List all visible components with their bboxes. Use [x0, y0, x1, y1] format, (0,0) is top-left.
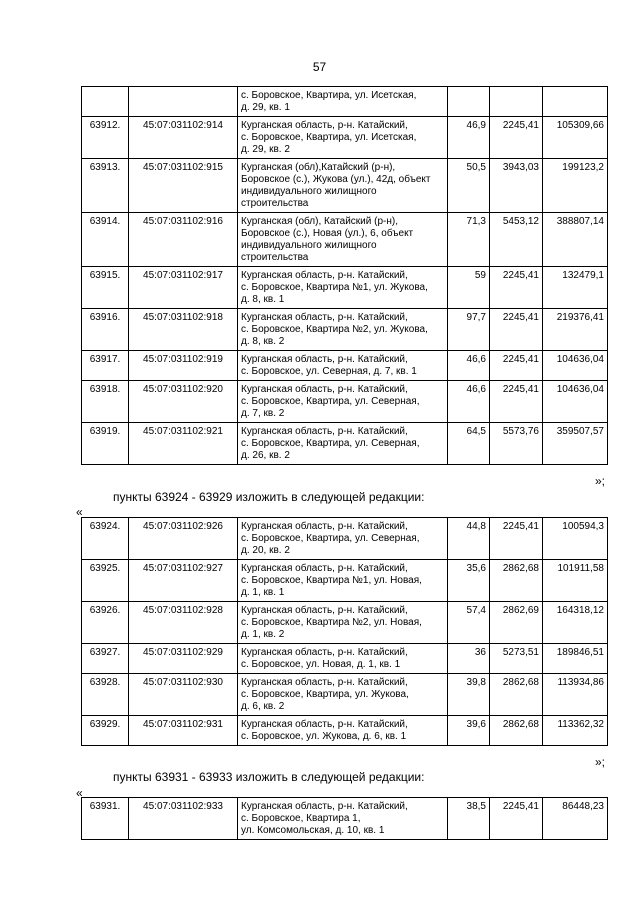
address-line: Курганская область, р-н. Катайский, [241, 426, 408, 437]
rate-cell: 2245,41 [490, 381, 543, 423]
address-line: д. 7, кв. 2 [241, 408, 285, 419]
opening-quote: « [76, 786, 83, 800]
address-cell [238, 381, 448, 423]
area-cell: 46,9 [448, 117, 490, 159]
item-number-cell: 63919. [82, 423, 129, 465]
table-row [82, 309, 608, 351]
rate-cell: 2862,68 [490, 560, 543, 602]
cadastral-number-cell: 45:07:031102:931 [129, 716, 238, 746]
cadastral-value-cell: 104636,04 [543, 351, 608, 381]
address-line: с. Боровское, Квартира 1, [241, 813, 361, 824]
rate-cell: 2245,41 [490, 267, 543, 309]
cadastral-value-cell: 388807,14 [543, 213, 608, 267]
address-line: с. Боровское, ул. Северная, д. 7, кв. 1 [241, 366, 417, 377]
area-cell: 50,5 [448, 159, 490, 213]
item-number-cell: 63914. [82, 213, 129, 267]
area-cell: 39,8 [448, 674, 490, 716]
cadastral-number-cell: 45:07:031102:926 [129, 518, 238, 560]
address-cell [238, 87, 448, 117]
address-cell [238, 560, 448, 602]
address-line: Курганская область, р-н. Катайский, [241, 719, 408, 730]
address-line: д. 20, кв. 2 [241, 545, 290, 556]
address-cell [238, 117, 448, 159]
item-number-cell: 63925. [82, 560, 129, 602]
address-cell [238, 351, 448, 381]
cadastral-number-cell: 45:07:031102:927 [129, 560, 238, 602]
item-number-cell: 63913. [82, 159, 129, 213]
item-number-cell: 63926. [82, 602, 129, 644]
address-line: Курганская область, р-н. Катайский, [241, 563, 408, 574]
registry-table-1 [81, 86, 608, 465]
cadastral-value-cell: 219376,41 [543, 309, 608, 351]
address-line: Курганская область, р-н. Катайский, [241, 312, 408, 323]
item-number-cell: 63915. [82, 267, 129, 309]
table-row [82, 798, 608, 840]
address-line: строительства [241, 252, 309, 263]
area-cell [448, 87, 490, 117]
item-number-cell: 63912. [82, 117, 129, 159]
cadastral-number-cell: 45:07:031102:915 [129, 159, 238, 213]
address-cell [238, 674, 448, 716]
rate-cell: 2862,69 [490, 602, 543, 644]
address-line: Курганская область, р-н. Катайский, [241, 647, 408, 658]
address-cell [238, 602, 448, 644]
address-line: Боровское (с.), Жукова (ул.), 42д, объект [241, 174, 431, 185]
cadastral-number-cell: 45:07:031102:917 [129, 267, 238, 309]
address-line: Курганская область, р-н. Катайский, [241, 384, 408, 395]
opening-quote: « [76, 505, 83, 519]
address-line: с. Боровское, ул. Новая, д. 1, кв. 1 [241, 659, 401, 670]
cadastral-value-cell: 189846,51 [543, 644, 608, 674]
address-line: с. Боровское, Квартира №2, ул. Новая, [241, 617, 422, 628]
rate-cell [490, 87, 543, 117]
cadastral-value-cell: 132479,1 [543, 267, 608, 309]
address-line: с. Боровское, Квартира, ул. Исетская, [241, 90, 417, 101]
address-cell [238, 518, 448, 560]
page-number: 57 [312, 60, 327, 74]
table-row [82, 644, 608, 674]
rate-cell: 2862,68 [490, 674, 543, 716]
cadastral-value-cell: 359507,57 [543, 423, 608, 465]
address-line: Курганская область, р-н. Катайский, [241, 605, 408, 616]
cadastral-value-cell: 100594,3 [543, 518, 608, 560]
table-row [82, 159, 608, 213]
item-number-cell [82, 87, 129, 117]
address-cell [238, 423, 448, 465]
address-line: с. Боровское, Квартира, ул. Северная, [241, 396, 420, 407]
address-line: Курганская область, р-н. Катайский, [241, 354, 408, 365]
address-line: Курганская область, р-н. Катайский, [241, 270, 408, 281]
address-line: д. 8, кв. 1 [241, 294, 285, 305]
cadastral-value-cell: 104636,04 [543, 381, 608, 423]
address-line: индивидуального жилищного [241, 186, 377, 197]
table-row [82, 351, 608, 381]
address-line: д. 8, кв. 2 [241, 336, 285, 347]
address-line: д. 29, кв. 1 [241, 102, 290, 113]
cadastral-number-cell [129, 87, 238, 117]
cadastral-value-cell: 199123,2 [543, 159, 608, 213]
item-number-cell: 63916. [82, 309, 129, 351]
item-number-cell: 63917. [82, 351, 129, 381]
address-line: с. Боровское, Квартира №1, ул. Жукова, [241, 282, 428, 293]
cadastral-number-cell: 45:07:031102:920 [129, 381, 238, 423]
cadastral-value-cell: 105309,66 [543, 117, 608, 159]
cadastral-number-cell: 45:07:031102:919 [129, 351, 238, 381]
address-line: с. Боровское, Квартира, ул. Жукова, [241, 689, 409, 700]
area-cell: 35,6 [448, 560, 490, 602]
rate-cell: 5453,12 [490, 213, 543, 267]
address-line: индивидуального жилищного [241, 240, 377, 251]
registry-table-3 [81, 797, 608, 840]
cadastral-number-cell: 45:07:031102:916 [129, 213, 238, 267]
area-cell: 64,5 [448, 423, 490, 465]
rate-cell: 2245,41 [490, 518, 543, 560]
address-line: строительства [241, 198, 309, 209]
cadastral-number-cell: 45:07:031102:930 [129, 674, 238, 716]
item-number-cell: 63929. [82, 716, 129, 746]
table-row [82, 716, 608, 746]
cadastral-value-cell [543, 87, 608, 117]
area-cell: 71,3 [448, 213, 490, 267]
table-row [82, 213, 608, 267]
address-line: д. 6, кв. 2 [241, 701, 285, 712]
address-line: Курганская область, р-н. Катайский, [241, 677, 408, 688]
address-line: с. Боровское, Квартира №1, ул. Новая, [241, 575, 422, 586]
address-line: Боровское (с.), Новая (ул.), 6, объект [241, 228, 414, 239]
address-line: д. 26, кв. 2 [241, 450, 290, 461]
address-line: Курганская (обл),Катайский (р-н), [241, 162, 396, 173]
address-line: д. 29, кв. 2 [241, 144, 290, 155]
address-line: с. Боровское, Квартира №2, ул. Жукова, [241, 324, 428, 335]
address-line: д. 1, кв. 2 [241, 629, 285, 640]
cadastral-value-cell: 164318,12 [543, 602, 608, 644]
cadastral-value-cell: 86448,23 [543, 798, 608, 840]
cadastral-value-cell: 113362,32 [543, 716, 608, 746]
rate-cell: 5273,51 [490, 644, 543, 674]
closing-quote: »; [595, 755, 606, 769]
address-line: с. Боровское, Квартира, ул. Исетская, [241, 132, 417, 143]
rate-cell: 2245,41 [490, 309, 543, 351]
address-line: д. 1, кв. 1 [241, 587, 285, 598]
table-row [82, 674, 608, 716]
address-line: с. Боровское, ул. Жукова, д. 6, кв. 1 [241, 731, 407, 742]
address-line: Курганская область, р-н. Катайский, [241, 521, 408, 532]
table-row [82, 381, 608, 423]
area-cell: 36 [448, 644, 490, 674]
rate-cell: 3943,03 [490, 159, 543, 213]
item-number-cell: 63927. [82, 644, 129, 674]
table-row [82, 560, 608, 602]
rate-cell: 2245,41 [490, 351, 543, 381]
item-number-cell: 63924. [82, 518, 129, 560]
rate-cell: 5573,76 [490, 423, 543, 465]
table-row [82, 117, 608, 159]
address-cell [238, 213, 448, 267]
cadastral-value-cell: 101911,58 [543, 560, 608, 602]
area-cell: 39,6 [448, 716, 490, 746]
rate-cell: 2245,41 [490, 117, 543, 159]
address-line: Курганская область, р-н. Катайский, [241, 801, 408, 812]
table-row [82, 602, 608, 644]
cadastral-number-cell: 45:07:031102:921 [129, 423, 238, 465]
address-cell [238, 309, 448, 351]
address-line: Курганская область, р-н. Катайский, [241, 120, 408, 131]
item-number-cell: 63928. [82, 674, 129, 716]
cadastral-number-cell: 45:07:031102:918 [129, 309, 238, 351]
area-cell: 44,8 [448, 518, 490, 560]
address-cell [238, 644, 448, 674]
address-line: с. Боровское, Квартира, ул. Северная, [241, 438, 420, 449]
address-line: Курганская (обл), Катайский (р-н), [241, 216, 398, 227]
area-cell: 97,7 [448, 309, 490, 351]
rate-cell: 2862,68 [490, 716, 543, 746]
cadastral-number-cell: 45:07:031102:933 [129, 798, 238, 840]
table-row [82, 87, 608, 117]
address-cell [238, 798, 448, 840]
amendment-paragraph: пункты 63924 - 63929 изложить в следующей редакции: [113, 490, 425, 504]
closing-quote: »; [595, 474, 606, 488]
address-line: ул. Комсомольская, д. 10, кв. 1 [241, 825, 385, 836]
rate-cell: 2245,41 [490, 798, 543, 840]
table-row [82, 423, 608, 465]
cadastral-value-cell: 113934,86 [543, 674, 608, 716]
amendment-paragraph: пункты 63931 - 63933 изложить в следующей редакции: [113, 770, 425, 784]
address-cell [238, 159, 448, 213]
area-cell: 38,5 [448, 798, 490, 840]
address-cell [238, 267, 448, 309]
table-row [82, 518, 608, 560]
address-line: с. Боровское, Квартира, ул. Северная, [241, 533, 420, 544]
item-number-cell: 63918. [82, 381, 129, 423]
registry-table-2 [81, 517, 608, 746]
area-cell: 46,6 [448, 381, 490, 423]
cadastral-number-cell: 45:07:031102:929 [129, 644, 238, 674]
address-cell [238, 716, 448, 746]
table-row [82, 267, 608, 309]
cadastral-number-cell: 45:07:031102:928 [129, 602, 238, 644]
cadastral-number-cell: 45:07:031102:914 [129, 117, 238, 159]
area-cell: 46,6 [448, 351, 490, 381]
area-cell: 57,4 [448, 602, 490, 644]
area-cell: 59 [448, 267, 490, 309]
item-number-cell: 63931. [82, 798, 129, 840]
